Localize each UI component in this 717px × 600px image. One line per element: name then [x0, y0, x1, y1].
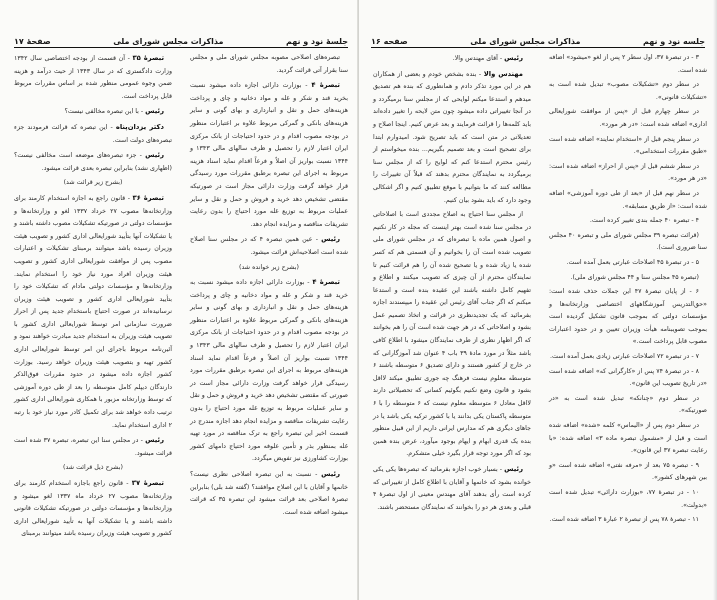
paragraph — [549, 393, 707, 418]
paragraph-text: - قانون راجع باجازه استخدام کارمند برای وزارتخانه‌ها مصوب ۲۷ خرداد ماه ۱۳۳۷ لغو میشود و وزارتخانه‌ها و مؤسسات دولتی در صورتیکه تشکیلات قانونی داشته باشند و یا تشکیلات آنها به تأیید شورایعالی اداری کشور و تصویب هیئت وزیران رسیده باشد میتوانند برمبنای — [14, 480, 173, 538]
paragraph-text: ۶ - از پایان تبصرهٔ ۴۷ این جملات حذف شده است: «حق‌التدریس آموزشگاههای اختصاصی وزارتخانه‌ها و مؤسسات دولتی که بموجب قانون تشکیل گردیده است بموجب تصویبنامه هیأت وزیران تعیین و در حدود اعتبارات مصوب قابل پرداخت است.» — [549, 288, 707, 346]
paragraph — [14, 462, 172, 475]
paragraph — [549, 272, 707, 285]
paragraph — [549, 366, 707, 391]
paragraph — [190, 79, 348, 231]
paragraph-text: - بوزارت دارائی اجازه داده میشود نسبت به خرید قند و شکر و غله و مواد دخانیه و چای و پرداخت هزینه‌های حمل و نقل و انبارداری و بهای گونی و سایر هزینه‌های بانکی و گمرکی مربوط علاوه بر اعتبارات منظور در بودجه مصوب اقدام و در حدود احتیاجات از بانک مرکزی ایران اعتبار لازم را تحصیل و ظرف سالهای مالی ۱۳۴۳ و ۱۳۴۴ نسبت بواریز آن اصلاً و فرعاً اقدام نماید اسناد هزینه‌های مربوط به اجرای این تبصره برطبق مقررات مورد رسیدگی قرار خواهد گرفت وزارت دارائی مجاز است در صورتی که مقتضی تشخیص دهد خرید و فروش و حمل و نقل و سایر عملیات مربوط به توزیع غله مورد احتیاج را بدون رعایت تشریفات مناقصه و مزایده انجام دهد اجازه مندرج در قسمت اخیر این تبصره راجع به ترک مناقصه در مورد تهیه غله بمنظور بذر و تأمین علوفه مورد احتیاج دامهای کشور بوزارت کشاورزی نیز تفویض میگردد. — [190, 279, 349, 463]
paragraph — [373, 463, 531, 514]
page-number: صفحهٔ ۱۷ — [14, 37, 51, 46]
speaker-or-clause-label: تبصرهٔ ۳۵ — [132, 54, 164, 62]
paragraph-text: ۹ - تبصره ۷۵ بعد از «مرفه نفتی» اضافه شده است «و بین شهرهای کشور». — [549, 461, 707, 482]
paragraph — [549, 106, 707, 131]
paragraph-text: - بنده بشخص خودم و بعضی از همکاران هم در این مورد تذکر دادم و همانطوری که بنده هم تصدیق میدهم و استدعا میکنم لوایحی که از مجلس سنا برمیگردد و در آنجا تغییراتی داده میشود چون متن لایحه را تغییر داده‌اند باید کلمه‌ها را قرائت فرمایند و بعد عرض کنیم. اینجا اصلاح و تعدیلاتی در متن است که باید تصریح شود. امیدوارم ابتدا برای تصحیح است و بعد تصمیم بگیریم... بنده میخواستم از رئیس محترم استدعا کنم که لوایح را که از مجلس سنا برمیگردد به نمایندگان محترم بدهند که قبلاً آن تغییرات را مطالعه کنند که ما بتوانیم با موقع تطبیق کنیم و اگر اشکالی وجود دارد که باید بشود بیان کنیم. — [373, 70, 531, 204]
paragraph — [549, 215, 707, 228]
scan-edge — [713, 0, 717, 600]
paragraph — [14, 477, 172, 541]
speaker-or-clause-label: رئیس — [145, 151, 164, 160]
paragraph — [14, 192, 172, 432]
text-column-right — [549, 52, 707, 529]
paragraph — [549, 79, 707, 104]
paragraph — [549, 52, 707, 77]
speaker-or-clause-label: دکتر یزدان‌پناه — [115, 122, 165, 131]
paragraph-text: (قرائت تبصره ۳۹ مجلس شورای ملی و تبصره ۴۰ مجلس سنا ضروری است). — [549, 231, 707, 252]
speaker-or-clause-label: رئیس — [145, 107, 164, 116]
page-17 — [0, 0, 358, 600]
session-label: جلسهٔ نود و نهم — [285, 37, 348, 46]
speaker-or-clause-label: تبصرهٔ ۴ — [312, 278, 340, 287]
paragraph-text: - بوزارت دارائی اجازه داده میشود نسبت بخرید قند و شکر و غله و مواد دخانیه و چای و پرداخت هزینه‌های حمل و نقل و انبارداری و بهای گونی و سایر هزینه‌های بانکی و گمرکی مربوط علاوه بر اعتبارات منظور در بودجه مصوب اقدام و در حدود احتیاجات از بانک مرکزی ایران اعتبار لازم را تحصیل و ظرف سالهای مالی ۱۳۴۳ و ۱۳۴۴ نسبت بواریز آن اصلاً و فرعاً اقدام نماید اسناد هزینه مربوط به اجرای این تبصره برطبق مقررات مورد رسیدگی قرار خواهد گرفت وزارت دارائی مجاز است در صورتیکه مقتضی تشخیص دهد خرید و فروش و حمل و نقل و سایر عملیات مربوط به توزیع غله مورد احتیاج را بدون رعایت تشریفات مناقصه و مزایده انجام دهد. — [190, 82, 349, 228]
paragraph — [14, 434, 172, 460]
session-label: جلسه نود و نهم — [642, 37, 705, 46]
paragraph — [190, 52, 348, 77]
paragraph-text: در سطر چهارم قبل از «پس از موافقت شورایعالی اداری» اضافه شده است: «در هر مورد». — [549, 108, 707, 128]
text-column-left — [14, 52, 172, 543]
paragraph-text: در سطر نهم قبل از «بعد از طی دوره آموزشی» اضافه شده است: «از طریق مسابقه». — [549, 189, 707, 210]
paragraph — [549, 351, 707, 364]
paragraph-text: ۳ - در تبصرهٔ ۳۷، اول سطر ۲ پس از لغو «میشود» اضافه شده است. — [549, 54, 707, 74]
paragraph — [549, 420, 707, 458]
paragraph-text: - آن قسمت از بودجه اختصاصی سال ۱۳۴۲ وزارت دادگستری که در سال ۱۳۴۳ از حیث درآمد و هزینه ضمن وجوه عمومی منظور شده بر اساس مقررات مربوط قابل پرداخت است. — [14, 55, 172, 100]
page-header — [14, 32, 348, 46]
paragraph-text: ۷ - در تبصره ۷۲ اصلاحات عبارتی زیادی بعمل آمده است. — [550, 353, 699, 361]
paragraph — [373, 209, 531, 461]
paragraph-text: (بشرح زیر خوانده شد) — [239, 263, 299, 271]
paragraph-text: (تبصره ۴۵ مجلس سنا و ۴۴ مجلس شورای ملی). — [570, 273, 699, 281]
paragraph — [14, 52, 172, 103]
paragraph — [190, 233, 348, 259]
running-title: مذاکرات مجلس شورای ملی — [470, 37, 581, 46]
page-header — [371, 32, 705, 46]
speaker-or-clause-label: رئیس — [145, 436, 164, 445]
paragraph — [549, 188, 707, 213]
speaker-or-clause-label: رئیس — [504, 465, 523, 473]
speaker-or-clause-label: تبصرهٔ ۳۶ — [132, 193, 164, 202]
paragraph — [549, 514, 707, 527]
speaker-or-clause-label: رئیس — [321, 235, 340, 244]
paragraph — [549, 460, 707, 485]
paragraph — [373, 68, 531, 208]
text-column-left — [373, 52, 531, 516]
paragraph-text: ۱۰ - در تبصرهٔ ۷۷، «بوزارت دارائی» تبدیل شده است «بدولت». — [549, 489, 707, 509]
paragraph-text: ۴ - تبصره ۴۰ جمله بندی تغییر کرده است. — [589, 217, 699, 225]
running-title: مذاکرات مجلس شورای ملی — [113, 37, 224, 46]
paragraph — [549, 257, 707, 270]
paragraph-text: ۵ - در تبصرهٔ ۴۵ اصلاحات عبارتی بعمل آمده است. — [566, 258, 699, 266]
paragraph — [14, 121, 172, 147]
paragraph — [549, 286, 707, 349]
paragraph — [14, 149, 172, 175]
paragraph — [549, 487, 707, 512]
paragraph-text: - با این تبصره مخالفی نیست؟ — [64, 108, 146, 116]
paragraph-text: - در مجلس سنا این تبصره، تبصره ۳۷ شده است قرائت میشود. — [14, 437, 172, 457]
paragraph-text: - جزء تبصره‌های موضعه است مخالفی نیست؟ (اظهاری نشد) بنابراین تبصره بعدی قرائت میشود. — [14, 152, 172, 172]
paragraph-text: ۱۱ - تبصرهٔ ۷۸ پس از تبصرهٔ ۲ عبارهٔ ۳ اضافه شده است. — [549, 516, 699, 524]
header-rule — [14, 47, 348, 48]
paragraph-text: تبصره‌های اصلاحی مصوبه مجلس شورای ملی و مجلس سنا بقرار آتی قرائت گردید. — [190, 54, 348, 74]
paragraph — [190, 468, 348, 519]
speaker-or-clause-label: مهندس والا — [483, 69, 523, 78]
speaker-or-clause-label: تبصرهٔ ۴ — [311, 81, 340, 90]
paragraph — [549, 134, 707, 159]
page-number: صفحه ۱۶ — [371, 37, 408, 46]
paragraph-text: در سطر پنجم قبل از «استخدام نمایند» اضافه شده است «طبق مقررات استخدامی». — [549, 135, 707, 156]
paragraph-text: - عین همین تبصره ۴ که در مجلس سنا اصلاح شده است اصلاحیه‌اش قرائت میشود. — [190, 236, 348, 256]
paragraph-text: از مجلس سنا احتیاج به اصلاح مجددی است با اصلاحاتی در مجلس سنا شده است بهتر اینست که مجله در کار نکنیم و اصول همین ماده با تبصره‌ای که در مجلس شورای ملی تصویب شده است آن را بخوانیم و آن قسمتی هم که کسر شده یا زیاد شده و یا تصحیح شده آن را هم قرائت کنیم تا نمایندگان محترم از آن چیزی که تصویب میکنند و اطلاع و تفهیم کامل داشته باشند این عقیده بنده است و استدعا میکنم که اگر جناب آقای رئیس این عقیده را میپسندند اجازه بفرمائید که یک تجدیدنظری در قرائت و اتخاذ تصمیم عمل بشود و اصلاحاتی که در هر جهت شده است آن را هم بخوانند که اگر اظهار نظری از طرف نمایندگان میشود با اطلاع کافی باشد مثلاً در مورد مادهٔ ۳۹ باب ۴ عنوان شد آموزگارانی که در خارج از کشور هستند و دارای تصدیق ۶ متوسطه باشند ۶ متوسطه معلوم نیست فرهنگ چه جوری تطبیق میکند لااقل بشود و قانون وضع نکنیم بگوئیم کسانی که تحصیلاتی دارند لااقل معادل ۶ متوسطه معلوم نیست که ۶ متوسطه را با ۶ متوسطه پاکستان یکی بدانند یا با کشور ترکیه یکی باشد یا در جاهای دیگری هم که مدارس ایرانی داریم از این قبیل منظور بنده یک قدری ابهام و ایهام بوجود میآورد، عرض بنده همین بود که اگر مورد توجه قرار بگیرد خیلی متشکرم. — [373, 211, 532, 458]
paragraph-text: - قانون راجع به اجازه استخدام کارمند برای وزارتخانه‌ها مصوب ۲۷ خرداد ۱۳۳۷ لغو و وزارتخانه‌ها و مؤسسات دولتی در صورتیکه تشکیلات مصوب داشته باشند و یا تشکیلات آنها بتأیید شورایعالی اداری کشور و تصویب هیئت وزیران رسیده باشد میتوانند برمبنای تشکیلات و اعتبارات مصوب پس از موافقت شورایعالی اداری کشور و تصویب هیئت وزیران افراد مورد نیاز خود را استخدام نمایند. وزارتخانه‌ها و مؤسسات دولتی مادام که تشکیلات خود را بتأیید شورایعالی اداری کشور و تصویب هیئت وزیران نرسانیده‌اند در صورت احتیاج باستخدام جدید پس از احراز ضرورت سازمانی امر توسط شورایعالی اداری کشور با تصویب هیئت وزیران به استخدام جدید مبادرت خواهند نمود و آئین‌نامه مربوط باجرای این امر توسط شورایعالی اداری کشور تهیه و بتصویب هیئت وزیران خواهد رسید. بوزارت کشور اجازه داده میشود در حدود مقررات فوق‌الذکر دارندگان دیپلم کامل متوسطه را بعد از طی دوره آموزشی که توسط وزارتخانه مزبور با همکاری شورایعالی اداری کشور ترتیب داده خواهد شد برای تکمیل کادر مورد نیاز خود با رتبه ۲ اداری استخدام نماید. — [14, 194, 172, 429]
paragraph — [549, 161, 707, 186]
paragraph-text: - بسیار خوب اجازه بفرمائید که تبصره‌ها یکی یکی خوانده بشود که خانمها و آقایان با اطلاع کامل از تغییراتی که کرده است رأی بدهند آقای مهندس معینی از اول تبصرهٔ ۴ قبلی و بعدی هر دو را بخوانند که نمایندگان مستحضر باشند. — [373, 466, 531, 511]
paragraph-text: در سطر ششم قبل از «پس از احراز» اضافه شده است: «در هر مورد». — [549, 162, 707, 183]
paragraph — [14, 105, 172, 119]
paragraph — [373, 52, 531, 66]
paragraph — [549, 230, 707, 255]
speaker-or-clause-label: تبصرهٔ ۳۷ — [131, 479, 164, 487]
paragraph-text: در سطر دوم «چنانکه» تبدیل شده است به «در صورتیکه». — [549, 394, 707, 415]
paragraph-text: - آقای مهندس والا. — [452, 55, 505, 62]
paragraph-text: در سطر دوم «تشکیلات مصوب» تبدیل شده است به «تشکیلات قانونی». — [549, 81, 707, 101]
paragraph-text: - این تبصره که قرائت فرمودند جزء تبصره‌های دولت است. — [14, 123, 172, 144]
paragraph — [190, 262, 348, 275]
paragraph-text: (بشرح ذیل قرائت شد) — [63, 464, 123, 472]
paragraph — [190, 276, 348, 466]
speaker-or-clause-label: رئیس — [504, 54, 523, 62]
speaker-or-clause-label: رئیس — [321, 470, 340, 478]
paragraph — [14, 177, 172, 190]
text-column-right — [190, 52, 348, 521]
header-rule — [371, 47, 705, 48]
paragraph-text: (بشرح زیر قرائت شد) — [63, 179, 123, 187]
paragraph-text: ۸ - در تبصرهٔ ۷۴ پس از «کارگرانی که» اضافه شده است «در تاریخ تصویب این قانون». — [549, 367, 707, 388]
paragraph-text: - نسبت به این تبصره اصلاحی نظری نیست؟ خانمها و آقایان با این اصلاح موافقند؟ (گفته شد بلی) بنابراین تبصرهٔ اصلاحی بعد قرائت میشود این تبصره ۳۵ که قرائت میشود اضافه شده است. — [190, 471, 348, 516]
page-16 — [359, 0, 717, 600]
paragraph-text: در سطر دوم پس از «الیماس» کلمه «شده» اضافه شده است و قبل از «مشمول تبصره ماده ۳» اضافه شده: «با رعایت تبصره ۳۷ این قانون». — [549, 422, 707, 455]
